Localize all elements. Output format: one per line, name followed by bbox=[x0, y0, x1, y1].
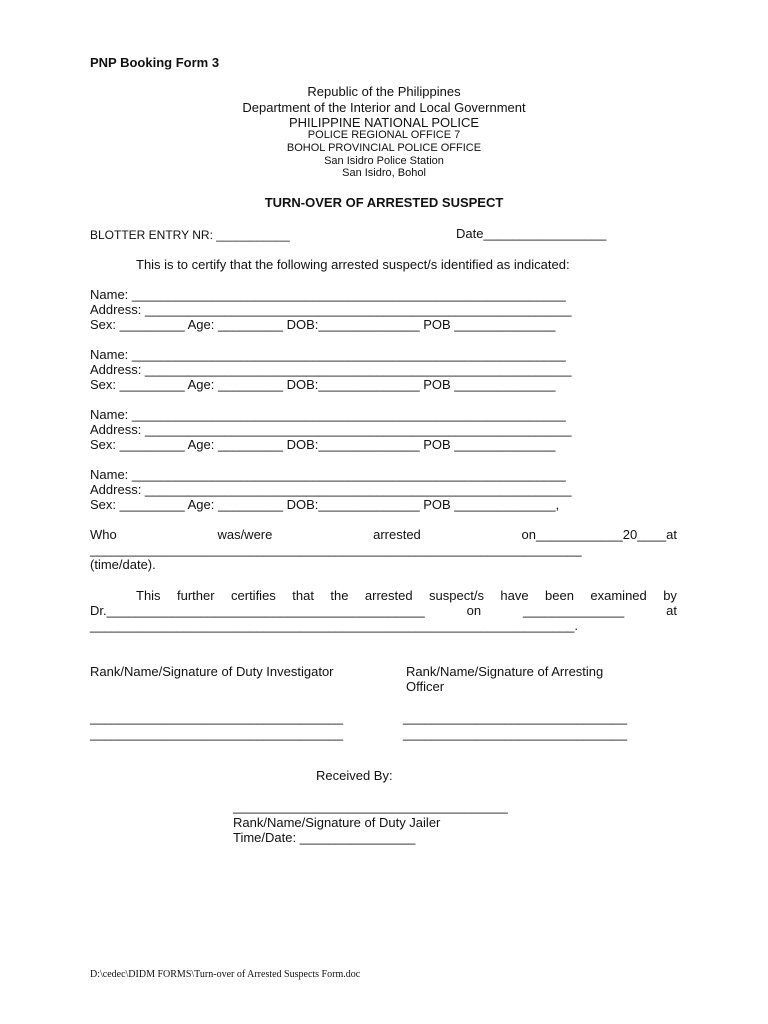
suspect-2-name-field[interactable]: Name: ____________________________________________________________ bbox=[90, 347, 566, 362]
suspect-2-details-field[interactable]: Sex: _________ Age: _________ DOB:______________ POB ______________ bbox=[90, 377, 556, 392]
header-republic: Republic of the Philippines bbox=[307, 84, 461, 99]
suspect-2-address-field[interactable]: Address: ___________________________________________________________ bbox=[90, 362, 572, 377]
arresting-officer-label-2: Officer bbox=[406, 679, 445, 694]
investigator-signature-line-1[interactable]: ___________________________________ bbox=[90, 710, 344, 725]
arrest-word-who: Who bbox=[90, 527, 117, 542]
arresting-officer-label-1: Rank/Name/Signature of Arresting bbox=[406, 664, 604, 679]
exam-statement-line bbox=[136, 588, 677, 603]
received-by-label: Received By: bbox=[316, 768, 393, 783]
jailer-label: Rank/Name/Signature of Duty Jailer bbox=[233, 815, 441, 830]
exam-word: This bbox=[136, 588, 161, 603]
exam-word: by bbox=[663, 588, 677, 603]
exam-word: examined bbox=[590, 588, 647, 603]
exam-word-at: at bbox=[666, 603, 677, 618]
exam-word: have bbox=[500, 588, 529, 603]
suspect-4-address-field[interactable]: Address: ___________________________________________________________ bbox=[90, 482, 572, 497]
certify-statement: This is to certify that the following arrested suspect/s identified as indicated: bbox=[136, 257, 570, 272]
exam-place-field[interactable]: ___________________________________________________________________. bbox=[90, 618, 579, 633]
form-title: TURN-OVER OF ARRESTED SUSPECT bbox=[264, 195, 504, 210]
arrest-place-field[interactable]: ____________________________________________________________________ bbox=[90, 542, 582, 557]
exam-word: further bbox=[177, 588, 215, 603]
arrest-word-arrested: arrested bbox=[373, 527, 421, 542]
suspect-4-name-field[interactable]: Name: ____________________________________________________________ bbox=[90, 467, 566, 482]
form-id: PNP Booking Form 3 bbox=[90, 55, 220, 70]
exam-doctor-line bbox=[90, 603, 677, 618]
header-dilg: Department of the Interior and Local Government bbox=[242, 100, 526, 115]
header-pnp: PHILIPPINE NATIONAL POLICE bbox=[289, 115, 479, 130]
arrest-statement-line bbox=[90, 527, 677, 542]
file-path-footer: D:\cedec\DIDM FORMS\Turn-over of Arrested Suspects Form.doc bbox=[90, 969, 361, 980]
exam-word: certifies bbox=[231, 588, 276, 603]
arresting-signature-line-2[interactable]: _______________________________ bbox=[403, 726, 628, 741]
arresting-signature-line-1[interactable]: _______________________________ bbox=[403, 710, 628, 725]
header-station: San Isidro Police Station bbox=[324, 155, 444, 167]
investigator-signature-line-2[interactable]: ___________________________________ bbox=[90, 726, 344, 741]
jailer-signature-line[interactable]: ______________________________________ bbox=[233, 799, 508, 814]
suspect-3-name-field[interactable]: Name: ____________________________________________________________ bbox=[90, 407, 566, 422]
suspect-1-details-field[interactable]: Sex: _________ Age: _________ DOB:______________ POB ______________ bbox=[90, 317, 556, 332]
exam-word: the bbox=[330, 588, 349, 603]
doctor-name-field[interactable]: Dr.____________________________________________ bbox=[90, 603, 425, 618]
arrest-word-waswere: was/were bbox=[217, 527, 273, 542]
exam-word: been bbox=[545, 588, 574, 603]
suspect-3-details-field[interactable]: Sex: _________ Age: _________ DOB:______________ POB ______________ bbox=[90, 437, 556, 452]
exam-word: that bbox=[292, 588, 314, 603]
suspect-4-details-field[interactable]: Sex: _________ Age: _________ DOB:______________ POB ______________, bbox=[90, 497, 560, 512]
header-location: San Isidro, Bohol bbox=[342, 167, 426, 179]
exam-word: suspect/s bbox=[429, 588, 484, 603]
header-regional-office: POLICE REGIONAL OFFICE 7 bbox=[307, 129, 461, 141]
investigator-label: Rank/Name/Signature of Duty Investigator bbox=[90, 664, 334, 679]
exam-word: arrested bbox=[364, 588, 413, 603]
date-field[interactable]: Date_________________ bbox=[456, 226, 607, 241]
arrest-time-date-note: (time/date). bbox=[90, 557, 156, 572]
suspect-3-address-field[interactable]: Address: ___________________________________________________________ bbox=[90, 422, 572, 437]
suspect-1-address-field[interactable]: Address: ___________________________________________________________ bbox=[90, 302, 572, 317]
arrest-date-field[interactable]: on____________20____at bbox=[521, 527, 677, 542]
suspect-1-name-field[interactable]: Name: ____________________________________________________________ bbox=[90, 287, 566, 302]
exam-word-on: on bbox=[466, 603, 482, 618]
header-provincial-office: BOHOL PROVINCIAL POLICE OFFICE bbox=[286, 142, 482, 154]
blotter-entry-field[interactable]: BLOTTER ENTRY NR: ___________ bbox=[90, 228, 290, 242]
exam-date-field[interactable]: ______________ bbox=[523, 603, 625, 618]
received-time-date-field[interactable]: Time/Date: ________________ bbox=[233, 830, 416, 845]
